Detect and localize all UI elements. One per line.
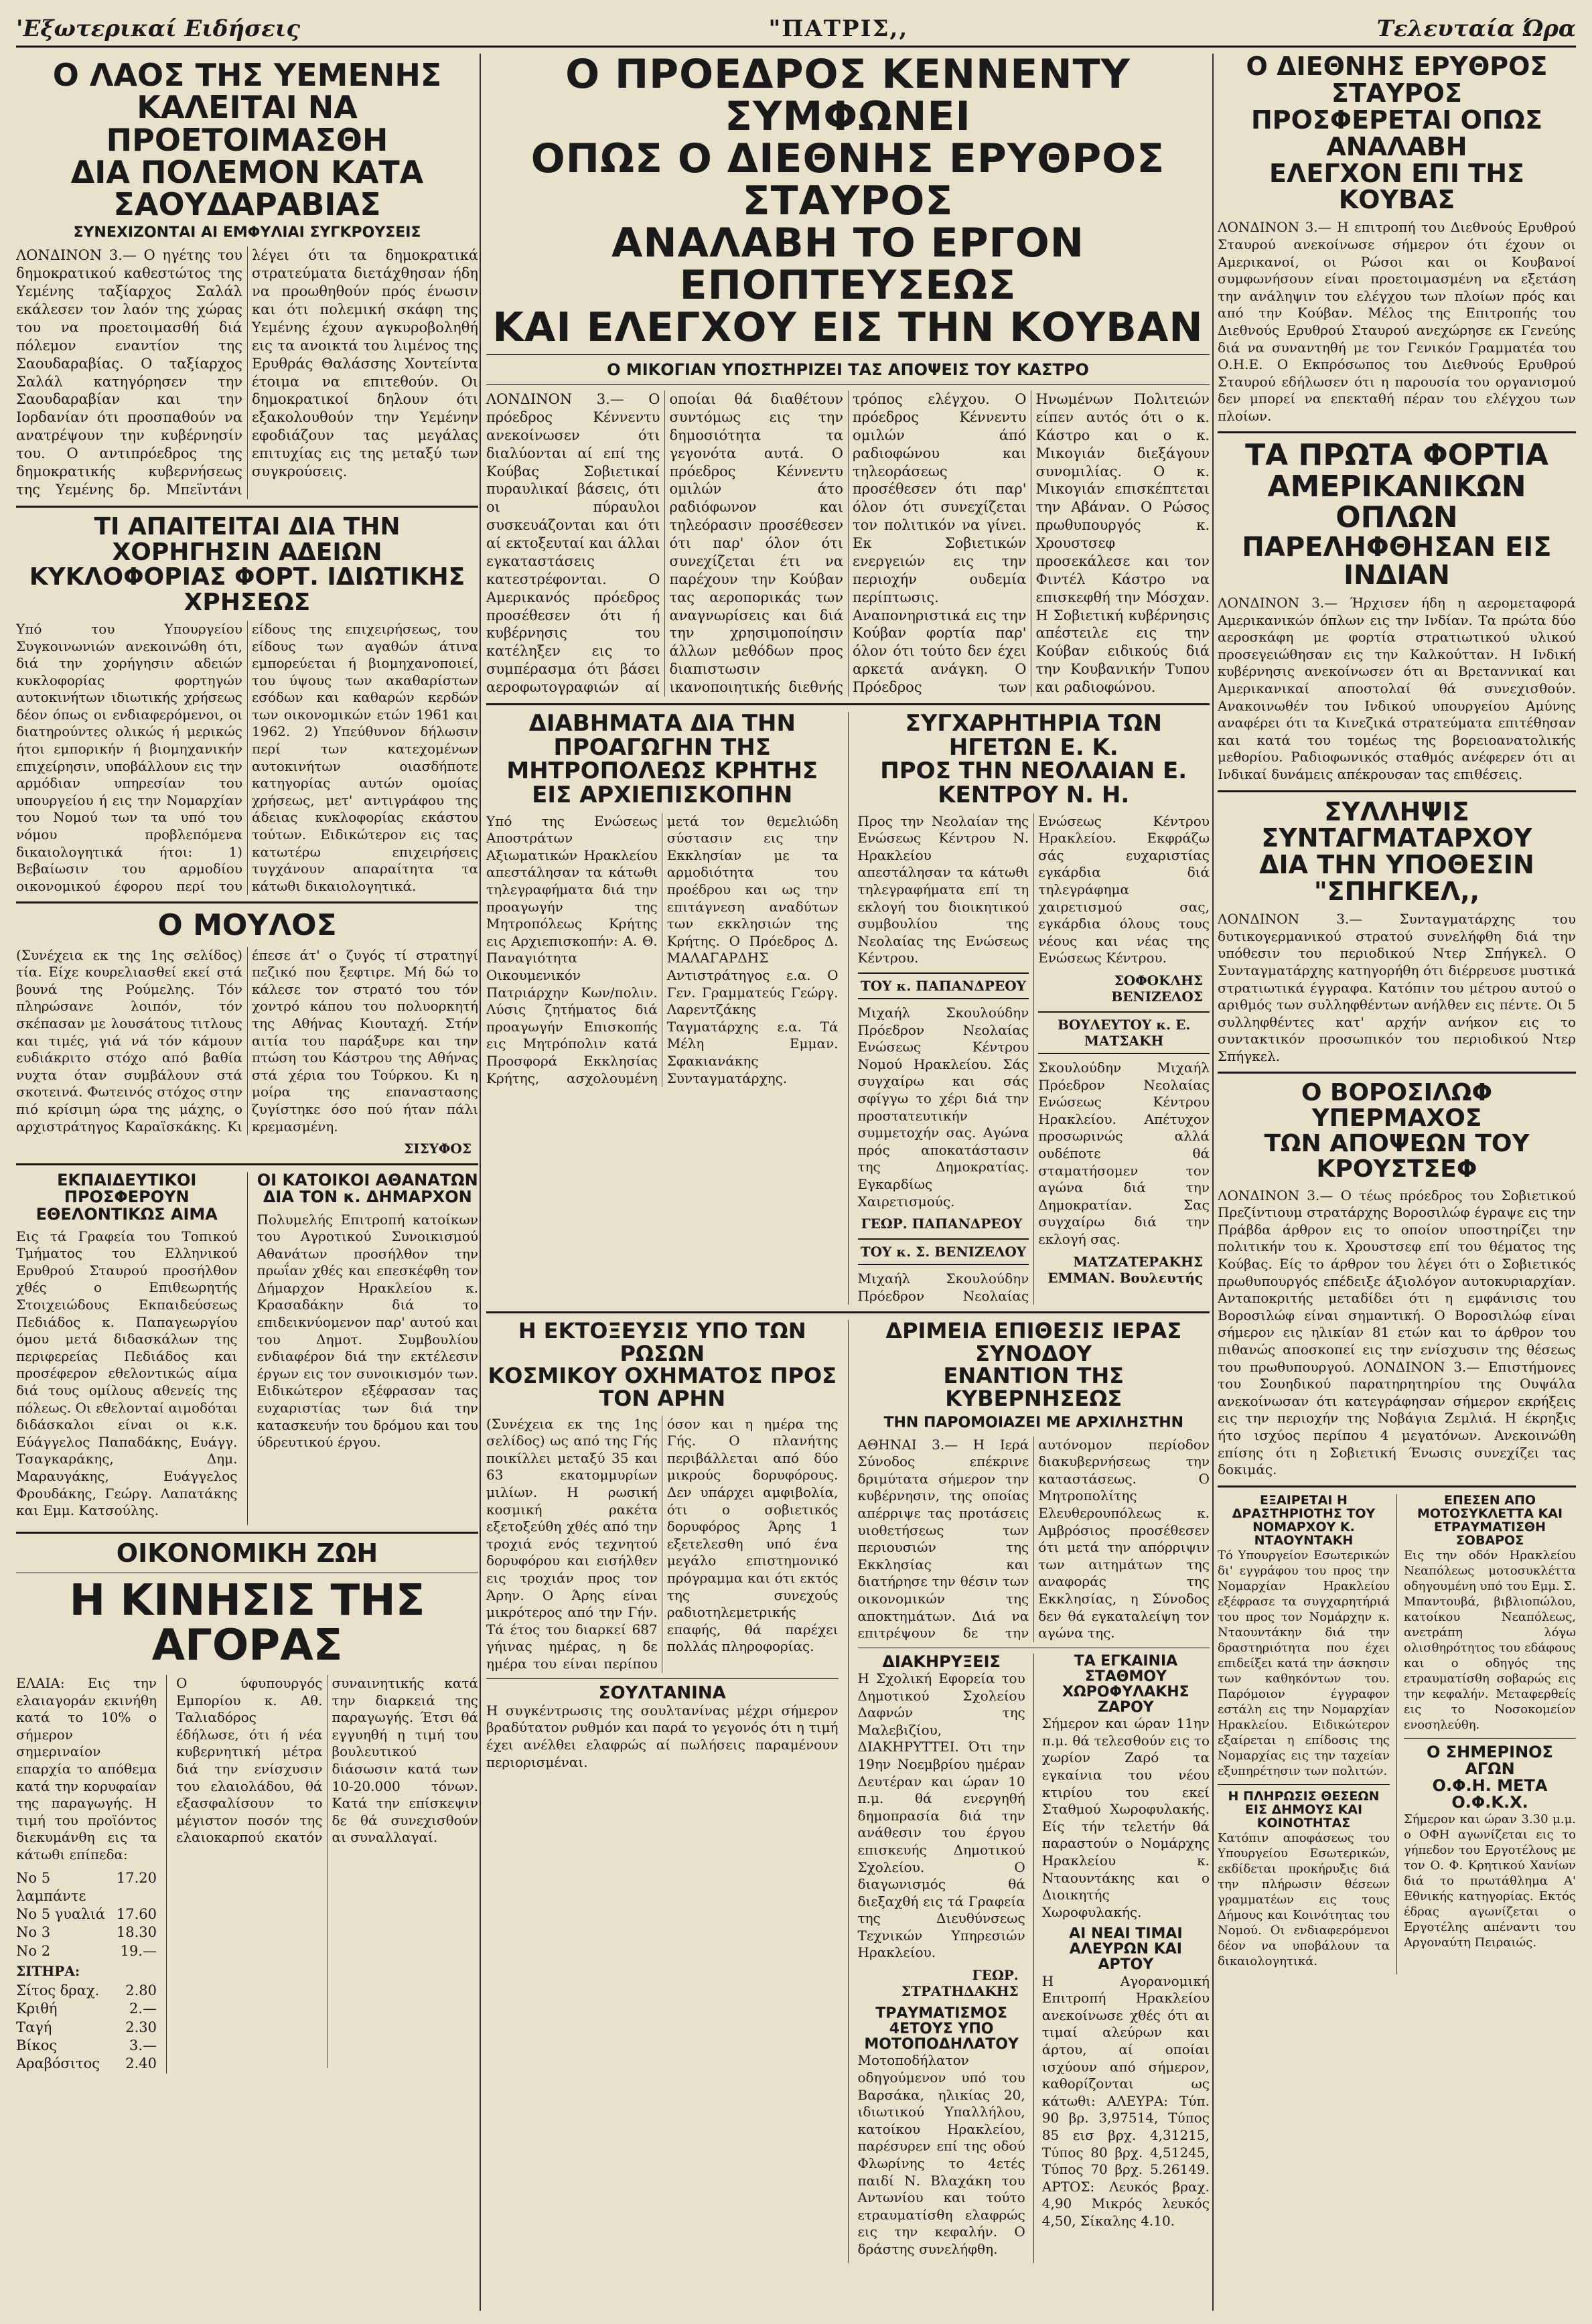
price-value: 2.40 — [125, 2055, 157, 2072]
signature: ΣΙΣΥΦΟΣ — [404, 1141, 472, 1157]
grains-title: ΣΙΤΗΡΑ: — [16, 1963, 80, 1980]
price-value: 2.80 — [125, 1982, 157, 1999]
divider — [1033, 1654, 1034, 2264]
price-value: 19.— — [120, 1942, 157, 1959]
article-greetings — [857, 709, 1210, 1305]
price-list — [16, 1982, 157, 2073]
headline: ΠΑΡΕΛΗΦΘΗΣΑΝ ΕΙΣ ΙΝΔΙΑΝ — [1242, 532, 1552, 591]
headline: ΣΥΓΧΑΡΗΤΗΡΙΑ ΤΩΝ ΗΓΕΤΩΝ Ε. Κ. — [905, 709, 1162, 761]
column-right — [1218, 54, 1576, 2311]
headline: Η ΚΙΝΗΣΙΣ ΤΗΣ ΑΓΟΡΑΣ — [69, 1575, 425, 1670]
article-text: Προς την Νεολαίαν της Ενώσεως Κέντρου Ν. Ηρακλείου απεστάλησαν τα κάτωθι τηλεγραφήματα επί τη εκλογή του διοικητικού συμβουλίου της Νεολαίας της Ενώσεως Κέντρου. — [857, 812, 1029, 966]
signature: ΓΕΩΡ. ΠΑΠΑΝΔΡΕΟΥ — [861, 1216, 1023, 1232]
divider — [1218, 431, 1576, 433]
subheading: ΒΟΥΛΕΥΤΟΥ κ. Ε. ΜΑΤΣΑΚΗ — [1038, 1011, 1210, 1054]
headline: ΤΙ ΑΠΑΙΤΕΙΤΑΙ ΔΙΑ ΤΗΝ ΧΟΡΗΓΗΣΙΝ ΑΔΕΙΩΝ — [94, 512, 401, 566]
headline: ΣΟΥΛΤΑΝΙΝΑ — [598, 1682, 726, 1703]
divider — [16, 1532, 478, 1534]
headline: ΕΠΕΣΕΝ ΑΠΟ ΜΟΤΟΣΥΚΛΕΤΤΑ ΚΑΙ ΕΤΡΑΥΜΑΤΙΣΘΗ ΣΟΒΑΡΟΣ — [1417, 1492, 1563, 1548]
price-label: Νο 5 γυαλιά — [16, 1906, 105, 1923]
article-moto — [1404, 1494, 1576, 1974]
price-row — [16, 1923, 157, 1942]
headline: ΑΝΑΛΑΒΗ ΤΟ ΕΡΓΟΝ ΕΠΟΠΤΕΥΣΕΩΣ — [611, 220, 1085, 309]
article-text: ΑΘΗΝΑΙ 3.— Η Ιερά Σύνοδος επέκρινε δριμύτατα σήμερον την κυβέρνησιν, της οποίας απέρριψε τας προτάσεις υιοθετήσεως των περιουσιών της Εκκλησίας και διατήρησε την θέσιν των οικονομικών της αποκτημάτων. Διά να επιτρέψουν δε την αυτόνομον περίοδον διακυβερνήσεως την καταστάσεως. Ο Μητροπολίτης Ελευθερουπόλεως κ. Αμβρόσιος προσέθεσεν ότι μετά την απόρριψιν των αιτημάτων της αναφοράς της Εκκλησίας, η Σύνοδος δεν θά εγκαταλείψη τον αγώνα της. — [857, 1436, 1210, 1642]
article-text: Τό Υπουργείον Εσωτερικών δι' εγγράφου του προς την Νομαρχίαν Ηρακλείου εξέφρασε τα συγχαρητήριά του προς τον Νομάρχην κ. Νταουντάκην διά την δραστηριότητα που έχει επιδείξει κατά την άσκησιν των καθηκόντων του. Παρόμοιον έγγραφον εστάλη εις την Νομαρχίαν Ηρακλείου. Ειδικώτερον εξαίρεται η επίδοσις της Νομαρχίας εις την ταχείαν εξυπηρέτησιν των πολιτών. — [1218, 1548, 1390, 1778]
headline: ΤΑ ΕΓΚΑΙΝΙΑ ΣΤΑΘΜΟΥ ΧΩΡΟΦΥΛΑΚΗΣ ΖΑΡΟΥ — [1062, 1652, 1189, 1717]
headline: ΠΡΟΣΦΕΡΕΤΑΙ ΟΠΩΣ ΑΝΑΛΑΒΗ — [1250, 104, 1543, 161]
column-center — [486, 54, 1210, 2311]
subheading: ΤΟΥ κ. ΠΑΠΑΝΔΡΕΟΥ — [858, 972, 1029, 999]
article-text: Υπό της Ενώσεως Αποστράτων Αξιωματικών Ηρακλείου απεστάλησαν τα κάτωθι τηλεγραφήματα διά την προαγωγήν της Μητροπόλεως Κρήτης εις Αρχιεπισκοπήν: Α. Θ. Παναγιότητα Οικουμενικόν Πατριάρχην Κων/πολιν. Λύσις ζητήματος διά προαγωγήν Επισκοπής εις Μητρόπολιν κατά Προσφορά Εκκλησίας Κρήτης, ασχολουμένη μετά τον θεμελιώδη σύστασιν εις την Εκκλησίαν με τα αρμοδιότητα του προέδρου και ως την επιτάγνεση αναδύτων των εκκλησιών της Κρήτης. Ο Πρόεδρος Δ. ΜΑΛΑΓΑΡΔΗΣ Αντιστράτηγος ε.α. Ο Γεν. Γραμματεύς Γεώργ. Λαρεντζάκης Ταγματάρχης ε.α. Τά Μέλη Εμμαν. Σφακιανάκης Συνταγματάρχης. — [486, 812, 839, 1086]
headline: ΤΩΝ ΑΠΟΨΕΩΝ ΤΟΥ ΚΡΟΥΣΤΣΕΦ — [1264, 1130, 1530, 1183]
article-krete — [486, 709, 839, 1305]
article-rocket — [486, 1320, 839, 2263]
price-row — [16, 2037, 157, 2055]
divider — [1396, 1494, 1397, 1974]
article-text: Μιχαήλ Σκουλούδην Πρόεδρον Νεολαίας Ενώσεως Κέντρου Ηρακλείου. Εκφράζω σάς ευχαριστίας εγκάρδια διά τηλεγράφημα χαιρετισμού σας, εγκάρδια όλους τους νέους και νέας της Ενώσεως Κέντρου. — [857, 812, 1210, 1304]
headline: ΕΝΑΝΤΙΟΝ ΤΗΣ ΚΥΒΕΡΝΗΣΕΩΣ — [943, 1363, 1124, 1412]
divider — [1218, 790, 1576, 792]
price-value: 17.60 — [116, 1906, 157, 1923]
divider — [247, 1172, 248, 1525]
row-krete-greetings — [486, 709, 1210, 1305]
divider — [16, 901, 478, 903]
article-text: Εις την οδόν Ηρακλείου Νεαπόλεως μοτοσυκλέττα οδηγουμένη υπό του Εμμ. Σ. Μπαντουβά, βιβλιοπώλου, κατοίκου Νεαπόλεως, ανετράπη λόγω ολισθηρότητος του εδάφους και ο οδηγός της ετραυματίσθη σοβαρώς εις την κεφαλήν. Μεταφερθείς εις το Νοσοκομείον ενοσηλεύθη. — [1404, 1548, 1576, 1732]
headline: Ο ΔΙΕΘΝΗΣ ΕΡΥΘΡΟΣ ΣΤΑΥΡΟΣ — [1246, 54, 1548, 108]
divider — [1218, 1072, 1576, 1074]
article-text: ΛΟΝΔΙΝΟΝ 3.— Ο πρόεδρος Κέννεντυ ανεκοίνωσεν ότι διαλύονται αί επί της Κούβας Σοβιετικαί πυραυλικαί βάσεις, ότι οι πύραυλοι συσκευάζονται και ότι αί εκτοξευταί και άλλαι εγκαταστάσεις κατεστρέφονται. Ο Αμερικανός πρόεδρος προσέθεσεν ότι ή κυβέρνησις του κατέληξεν εις το συμπέρασμα ότι βάσει αεροφωτογραφιών αί οποίαι θά διαθέτουν συντόμως εις την δημοσιότητα τα γεγονότα αυτά. Ο πρόεδρος Κέννεντυ ομιλών άτο ραδιόφωνον και τηλεόρασιν προσέθεσεν ότι παρ' όλον ότι συνεχίζεται έτι να παρέχουν την Κούβαν τας αεροπορικάς των αναγνωρίσεις και διά την χρησιμοποίησιν άλλων μεθόδων προς διαπιστωσιν ικανοποιητικής διεθνής τρόπος ελέγχου. Ο πρόεδρος Κέννεντυ ομιλών άπό ραδιοφώνου και τηλεοράσεως προσέθεσεν ότι παρ' όλον ότι συνεχίζεται τον πολιτικόν να γίνει. Εκ Σοβιετικών ενεργειών εις την περιοχήν ουδεμία περίπτωσις. Αναπονηριστικά εις την Κούβαν φορτία παρ' όλον ότι τούτο δεν έχει αρκετά ανάγκη. Ο Πρόεδρος των Ηνωμένων Πολιτειών είπεν αυτός ότι ο κ. Κάστρο και ο κ. Μικογιάν διεξάγουν συνομιλίας. Ο κ. Μικογιάν επισκέπτεται την Αβάναν. Ο Ρώσος πρωθυπουργός κ. Χρουστσεφ προσεκάλεσε και τον Φιντέλ Κάστρο να επισκεφθή την Μόσχαν. Η Σοβιετική κυβέρνησις απέστειλε εις την Κούβαν ειδικούς διά την Κουβανικήν Τυπου και ραδιοφώνου. — [486, 391, 1210, 695]
kicker: Ο ΜΙΚΟΓΙΑΝ ΥΠΟΣΤΗΡΙΖΕΙ ΤΑΣ ΑΠΟΨΕΙΣ ΤΟΥ ΚΑΣΤΡΟ — [607, 360, 1089, 379]
signature: ΣΟΦΟΚΛΗΣ ΒΕΝΙΖΕΛΟΣ — [1111, 972, 1203, 1005]
price-label: Κριθή — [16, 2001, 58, 2017]
price-row — [16, 2055, 157, 2073]
headline: ΚΑΙ ΕΛΕΓΧΟΥ ΕΙΣ ΤΗΝ ΚΟΥΒΑΝ — [492, 304, 1204, 351]
headline: Η ΠΛΗΡΩΣΙΣ ΘΕΣΕΩΝ ΕΙΣ ΔΗΜΟΥΣ ΚΑΙ ΚΟΙΝΟΤΗΤΑΣ — [1228, 1788, 1380, 1830]
article-text: ΛΟΝΔΙΝΟΝ 3.— Ο τέως πρόεδρος του Σοβιετικού Πρεζίντιουμ στρατάρχης Βοροσιλώφ έγραψε εις την Πράβδα άρθρον εις το οποίον υποστηρίζει την πολιτικήν του κ. Χρουστσεφ επί του θέματος της Κούβας. Είς το άρθρον του λέγει ότι ο Σοβιετικός πρωθυπουργός επέδειξε άξιολόγον αυτοκυριαρχίαν. Ανταποκριτής μεταδίδει ότι η εμφάνισις του Βοροσιλώφ είναι σημαντική. Ο Βοροσιλώφ είναι σήμερον εις ηλικίαν 81 ετών και το άρθρον του πιθανώς αποσκοπεί εις την ενίσχυσιν της θέσεως του πρωθυπουργού. ΛΟΝΔΙΝΟΝ 3.— Επιστήμονες του Σουηδικού παρατηρητηρίου της Ουψάλα ανεκοίνωσαν ότι κατεγράφησαν σήμερον εκρήξεις εις την περιοχήν της Νοβάγια Ζεμλιά. Η έκρηξις ήτο ισχύος περίπου 4 μεγατόνων. Ανεκοινώθη επίσης ότι η Σοβιετική Ένωσις συνεχίζει τας δοκιμάς. — [1218, 1187, 1576, 1478]
economy-columns — [16, 1675, 478, 2074]
headline: ΤΑ ΠΡΩΤΑ ΦΟΡΤΙΑ — [1245, 438, 1548, 473]
article-text: ΛΟΝΔΙΝΟΝ 3.— Η επιτροπή του Διεθνούς Ερυθρού Σταυρού ανεκοίνωσε σήμερον ότι έχουν οι Αμερικανοί, οι Ρώσοι και οι Κουβανοί συμφωνήσουν είναι προετοιμασμένη να εξετάση την ανάληψιν του ελέγχου των πλοίων πρός και από την Κούβαν. Μέλος της Επιτροπής του Διεθνούς Ερυθρού Σταυρού ανεχώρησε εκ Γενεύης διά να συναντηθή με τον Γενικόν Γραμματέα του Ο.Η.Ε. Ο Εκπρόσωπος του Διεθνούς Ερυθρού Σταυρού εδήλωσεν ότι η παρουσία του οργανισμού δεν μπορεί να επεκταθή πέραν του ελέγχου των πλοίων. — [1218, 219, 1576, 424]
synod-lower — [858, 1654, 1210, 2264]
headline: ΔΙΑΒΗΜΑΤΑ ΔΙΑ ΤΗΝ ΠΡΟΑΓΩΓΗΝ ΤΗΣ — [528, 709, 796, 761]
article-text: ΛΟΝΔΙΝΟΝ 3.— Ο ηγέτης του δημοκρατικού καθεστώτος της Υεμένης ταξίαρχος Σαλάλ εκάλεσεν τον λαόν της χώρας του να προετοιμασθή διά πόλεμον εναντίον της Σαουδαραβίας. Ο ταξίαρχος Σαλάλ κατηγόρησεν την Σαουδαραβίαν και την Ιορδανίαν ότι προσπαθούν να ανατρέψουν την κυβέρνησίν του. Ο αντιπρόεδρος της δημοκρατικής κυβερνήσεως της Υεμένης δρ. Μπεϊντάνι λέγει ότι τα δημοκρατικά στρατεύματα διετάχθησαν ήδη να προωθηθούν πρός ένωσιν και ότι πολεμική σκάφη της Υεμένης έχουν αγκυροβοληθή εις τα ανοικτά του λιμένος της Ερυθράς Θαλάσσης Χοντείντα έτοιμα να επιτεθούν. Οι δημοκρατικοί δηλουν ότι εξακολουθούν την Υεμένην εφοδιάζουν τας μεγάλας επιτυχίας εις της μεταξύ των συγκρούσεις. — [16, 247, 478, 498]
article-yemen — [16, 59, 478, 499]
divider — [166, 1675, 167, 2074]
column-left — [16, 54, 478, 2311]
price-label: Νο 2 — [16, 1942, 51, 1959]
divider — [486, 1311, 1210, 1313]
article-text: Κατόπιν αποφάσεως του Υπουργείου Εσωτερικών, εκδίδεται προκήρυξις διά την πλήρωσιν θέσεων γραμματέων εις τους Δήμους και Κοινότητας του Νομού. Οι ενδιαφερόμενοι δέον να υποβάλουν τα δικαιολογητικά. — [1218, 1830, 1390, 1969]
article-text: Σκουλούδην Μιχαήλ Πρόεδρον Νεολαίας Ενώσεως Κέντρου Ηρακλείου. Απέτυχον προσωρινώς αλλά ουδέποτε θά σταματήσομεν τον αγώνα διά την Δημοκρατίαν. Σας συγχαίρω διά την εκλογή σας. — [1038, 1059, 1210, 1247]
divider — [16, 506, 478, 508]
article-text: Σήμερον και ώραν 3.30 μ.μ. ο ΟΦΗ αγωνίζεται εις το γήπεδον του Εργοτέλους με τον Ο. Φ. Κρητικού Χανίων διά το πρωτάθλημα Α' Εθνικής κατηγορίας. Εκτός έδρας αγωνίζεται ο Εργοτέλης απέναντι του Αργοναύτη Πειραιώς. — [1404, 1812, 1576, 1950]
article-text: Σήμερον και ώραν 11ην π.μ. θά τελεσθούν εις το χωρίον Ζαρό τα εγκαίνια του νέου κτιρίου του εκεί Σταθμού Χωροφυλακής. Είς τήν τελετήν θά παραστούν ο Νομάρχης Ηρακλείου κ. Νταουντάκης και ο Διοικητής Χωροφυλακής. — [1041, 1715, 1210, 1920]
divider — [486, 384, 1210, 385]
headline: ΠΡΟΣ ΤΗΝ ΝΕΟΛΑΙΑΝ Ε. ΚΕΝΤΡΟΥ Ν. Η. — [880, 757, 1187, 808]
headline: ΜΗΤΡΟΠΟΛΕΩΣ ΚΡΗΤΗΣ ΕΙΣ ΑΡΧΙΕΠΙΣΚΟΠΗΝ — [506, 757, 818, 808]
article-text: Η Σχολική Εφορεία του Δημοτικού Σχολείου Δαφνών της Μαλεβιζίου, ΔΙΑΚΗΡΥΤΤΕΙ. Ότι την 19ην Νοεμβρίου ημέραν Δευτέραν και ώραν 10 π.μ. θά ενεργηθή δημοπρασία διά την ανάθεσιν του έργου επισκευής Δημοτικού Σχολείου. Ο διαγωνισμός θά διεξαχθή εις τά Γραφεία της Διευθύνσεως Τεχνικών Υπηρεσιών Ηρακλείου. — [857, 1670, 1025, 1961]
headline: ΚΟΣΜΙΚΟΥ ΟΧΗΜΑΤΟΣ ΠΡΟΣ ΤΟΝ ΑΡΗΝ — [488, 1363, 837, 1412]
price-row — [16, 1869, 157, 1906]
article-arms — [1218, 440, 1576, 783]
price-row — [16, 2019, 157, 2037]
price-label: Νο 5 λαμπάντε — [16, 1869, 86, 1904]
headline: Ο.Φ.Η. ΜΕΤΑ Ο.Φ.Κ.Χ. — [1432, 1776, 1548, 1812]
masthead-left: 'Εξωτερικαί Ειδήσεις — [16, 15, 301, 42]
headline: ΕΞΑΙΡΕΤΑΙ Η ΔΡΑΣΤΗΡΙΟΤΗΣ ΤΟΥ ΝΟΜΑΡΧΟΥ Κ. ΝΤΑΟΥΝΤΑΚΗ — [1232, 1492, 1376, 1548]
signature: ΓΕΩΡ. ΣΤΡΑΤΗΔΑΚΗΣ — [901, 1967, 1019, 2000]
article-economy — [16, 1540, 478, 2074]
divider — [486, 1678, 839, 1679]
price-value: 17.20 — [116, 1869, 157, 1886]
article-text: Υπό του Υπουργείου Συγκοινωνιών ανεκοινώθη ότι, διά την χορήγησιν αδειών κυκλοφορίας φορτηγών αυτοκινήτων ιδιωτικής χρήσεως δέον όπως οι ενδιαφερόμενοι, οι διατηρούντες ολικώς ή μερικώς ήτοι εμπορικήν ή βιομηχανικήν επιχείρησιν, υποβάλλουν εις την αρμόδιαν υπηρεσίαν του υπουργείου ή εις την Νομαρχίαν του Νομού των τα υπό του νόμου προβλεπόμενα δικαιολογητικά ήτοι: 1) Βεβαίωσιν του αρμοδίου οικονομικού έφορου περί του είδους της επιχειρήσεως, του είδους των αγαθών άτινα εμπορεύεται ή βιομηχανοποιεί, του ύψους των ακαθαρίστων εσόδων και καθαρών κερδών των οικονομικών ετών 1961 και 1962. 2) Υπεύθυνον δήλωσιν περί των κατεχομένων αυτοκινήτων οιασδήποτε κατηγορίας αυτών ομοίας χρήσεως, μετ' αντιγράφου της άδειας κυκλοφορίας εκάστου τούτων. Ειδικώτερον εις τας κατωτέρω επιχειρήσεις τυγχάνουν απαραίτητα τα κάτωθι δικαιολογητικά. — [16, 620, 478, 894]
article-licenses — [16, 514, 478, 895]
article-text: Εις τά Γραφεία του Τοπικού Τμήματος του Ελληνικού Ερυθρού Σταυρού προσήλθον χθές ο Επιθεωρητής Στοιχειώδους Εκπαιδεύσεως Πεδιάδος κ. Παπαγεωργίου όμου μετά διδασκάλων της περιφερείας Πεδιάδος και προσέφερον εθελοντικώς αίμα διά τους ομίλους αθενείς της πόλεως. Οι εθελονταί αιμοδόται διδάσκαλοι είναι οι κ.κ. Εύάγγελος Παπαδάκης, Ευάγγ. Τσαγκαράκης, Δημ. Μαραυγάκης, Ευάγγελος Φρουδάκης, Γεώργ. Λαπατάκης και Εμμ. Κατσούλης. — [16, 1228, 238, 1519]
headline: Ο ΛΑΟΣ ΤΗΣ ΥΕΜΕΝΗΣ — [52, 57, 442, 93]
price-label: Ταγή — [16, 2019, 52, 2035]
divider — [1218, 1485, 1576, 1487]
article-voroshilov — [1218, 1080, 1576, 1478]
row-rocket-synod — [486, 1320, 1210, 2263]
headline: ΚΥΚΛΟΦΟΡΙΑΣ ΦΟΡΤ. ΙΔΙΩΤΙΚΗΣ ΧΡΗΣΕΩΣ — [29, 563, 465, 617]
price-value: 3.— — [129, 2037, 157, 2053]
signature: ΜΑΤΖΑΤΕΡΑΚΗΣ ΕΜΜΑΝ. Βουλευτής — [1047, 1253, 1203, 1286]
article-synod — [858, 1320, 1210, 2263]
headline: ΔΡΙΜΕΙΑ ΕΠΙΘΕΣΙΣ ΙΕΡΑΣ ΣΥΝΟΔΟΥ — [885, 1318, 1182, 1366]
headline: ΔΙΑΚΗΡΥΞΕΙΣ — [882, 1652, 1001, 1671]
article-announcements — [858, 1654, 1025, 2264]
price-label: Νο 3 — [16, 1924, 51, 1941]
row-governor-moto — [1218, 1494, 1576, 1974]
price-row — [16, 2000, 157, 2018]
headline: ΣΥΛΛΗΨΙΣ ΣΥΝΤΑΓΜΑΤΑΡΧΟΥ — [1261, 796, 1532, 853]
price-value: 2.30 — [125, 2019, 157, 2035]
economy-prices — [16, 1675, 157, 2074]
divider — [1404, 1738, 1576, 1739]
article-text: ΛΟΝΔΙΝΟΝ 3.— Ήρχισεν ήδη η αερομεταφορά Αμερικανικών όπλων εις την Ινδίαν. Τα πρώτα δύο αεροσκάφη με φορτία στρατιωτικού υλικού προσεγειώθησαν εις την Καλκούτταν. Η Ινδική κυβέρνησις ανεκοίνωσεν ότι αι Βρεταννικαί και Αμερικανικαί αποστολαί θά συνεχισθούν. Ανακοινωθέν του Ινδικού υπουργείου Αμύνης αναφέρει ότι τα Κινεζικά στρατεύματα επιτέθησαν και κατά του τομέως της βορειοανατολικής μεθορίου. Ραδιοφωνικός σταθμός ανέφερεν ότι αι Ινδικαί δυνάμεις απέκρουσαν τας επιθέσεις. — [1218, 595, 1576, 782]
kicker: ΤΗΝ ΠΑΡΟΜΟΙΑΖΕΙ ΜΕ ΑΡΧΙΛΗΣΤΗΝ — [883, 1414, 1184, 1431]
article-text: Μοτοποδήλατον οδηγούμενον υπό του Βαρσάκα, ηλικίας 20, ιδιωτικού Υπαλλήλου, κατοίκου Ηρακλείου, παρέσυρεν επί της οδού Φλωρίνης το 4ετές παιδί Ν. Βλαχάκη του Αντωνίου και τούτο ετραυματίσθη ελαφρώς εις την κεφαλήν. Ο δράστης συνελήφθη. — [857, 2052, 1025, 2257]
headline: ΟΠΩΣ Ο ΔΙΕΘΝΗΣ ΕΡΥΘΡΟΣ ΣΤΑΥΡΟΣ — [530, 135, 1165, 224]
divider — [1218, 1784, 1390, 1785]
price-row — [16, 1942, 157, 1960]
article-text: Μιχαήλ Σκουλούδην Πρόεδρον Νεολαίας Ενώσεως Κέντρου Νομού Ηρακλείου. Σάς συγχαίρω και σάς σφίγγω το χέρι διά την προστατευτικήν συμμετοχήν σας. Αγώνα πρός αποκατάστασιν της Δημοκρατίας. Εγκαρδίως Χαιρετισμούς. — [857, 1004, 1029, 1210]
article-blood — [16, 1172, 238, 1525]
section-title: ΟΙΚΟΝΟΜΙΚΗ ΖΩΗ — [116, 1538, 378, 1568]
price-value: 18.30 — [116, 1924, 157, 1941]
article-text: Η συγκέντρωσις της σουλτανίνας μέχρι σήμερον βραδύτατον ρυθμόν και παρά το γεγονός ότι η τιμή έχει ανέλθει ελαφρώς αί πωλήσεις παραμένουν περιορισμέναι. — [486, 1702, 839, 1770]
masthead-right: Τελευταία Ώρα — [1376, 15, 1576, 42]
headline: ΟΙ ΚΑΤΟΙΚΟΙ ΑΘΑΝΑΤΩΝ ΔΙΑ ΤΟΝ κ. ΔΗΜΑΡΧΟΝ — [257, 1171, 478, 1207]
article-spiegel — [1218, 796, 1576, 1066]
article-redcross — [1218, 54, 1576, 425]
headline: ΔΙΑ ΤΗΝ ΥΠΟΘΕΣΙΝ "ΣΠΗΓΚΕΛ,, — [1259, 850, 1534, 907]
column-rule — [480, 54, 481, 2311]
price-list — [16, 1869, 157, 1960]
headline: ΕΚΠΑΙΔΕΥΤΙΚΟΙ ΠΡΟΣΦΕΡΟΥΝ ΕΘΕΛΟΝΤΙΚΩΣ ΑΙΜΑ — [35, 1171, 218, 1224]
divider — [848, 712, 849, 1305]
headline: Ο ΒΟΡΟΣΙΛΩΦ ΥΠΕΡΜΑΧΟΣ — [1301, 1079, 1493, 1133]
price-label: Σίτος δραχ. — [16, 1982, 100, 1999]
article-moulos — [16, 910, 478, 1157]
headline: ΑΜΕΡΙΚΑΝΙΚΩΝ ΟΠΛΩΝ — [1267, 469, 1526, 534]
article-kennedy — [486, 54, 1210, 697]
headline: ΕΛΕΓΧΟΝ ΕΠΙ ΤΗΣ ΚΟΥΒΑΣ — [1269, 158, 1524, 215]
headline: ΔΙΑ ΠΟΛΕΜΟΝ ΚΑΤΑ ΣΑΟΥΔΑΡΑΒΙΑΣ — [70, 153, 424, 223]
row-blood-athanatoi — [16, 1172, 478, 1525]
article-athanatoi — [257, 1172, 479, 1525]
subheading: ΤΟΥ κ. Σ. ΒΕΝΙΖΕΛΟΥ — [858, 1238, 1029, 1265]
kicker: ΣΥΝΕΧΙΖΟΝΤΑΙ ΑΙ ΕΜΦΥΛΙΑΙ ΣΥΓΚΡΟΥΣΕΙΣ — [73, 224, 421, 242]
column-rule — [1212, 54, 1214, 2311]
divider — [486, 354, 1210, 355]
divider — [848, 1320, 849, 2263]
article-text: ΕΛΑΙΑ: Εις την ελαιαγοράν εκινήθη κατά το 10% ο σήμερον σημεριναίον επαρχία το απόθεμα κατά την κορυφαίαν της παραγωγής. Η τιμή του προϊόντος διεκυμάνθη εις τα κάτωθι επίπεδα: — [16, 1675, 157, 1863]
price-row — [16, 1905, 157, 1923]
headline: Ο ΠΡΟΕΔΡΟΣ ΚΕΝΝΕΝΤΥ ΣΥΜΦΩΝΕΙ — [565, 54, 1131, 140]
article-text: (Συνέχεια εκ της 1ης σελίδος) τία. Είχε κουρελιασθεί εκεί στά βουνά της Ρούμελης. Τόν πληρώσανε λοιπόν, τόν σκέπασαν με λουσάτους τιτλους και τιμές, γιά νά τόν κάμουν ευδιάκριτο στόχο από βαθία νυχτα όταν συμβάλουν στά σκοτεινά. Φωτεινός στόχος στην πιό κρίσιμη ώρα της μάχης, ο αρχιστράτηγος Καραϊσκάκης. Κι έπεσε άτ' ο ζυγός τί στρατηγί πεζικό που ξεφτιρε. Μή δώ το κάλεσε τον στρατό του τόν χοντρό κάπου του πολυορκητή της Αθήνας Κιουταχή. Στήν αιτία του παράξυρε και την πτώση του Κάστρου της Αθήνας στά χέρια του Τούρκου. Κι η μοίρα της επαναστασης ζυγίστηκε όσο πού ήταν πάλι κρεμασμένη. — [16, 946, 478, 1135]
article-text: Η Αγορανομική Επιτροπή Ηρακλείου ανεκοίνωσε χθές ότι αι τιμαί αλεύρων και άρτου, αί οποίαι ισχύουν από σήμερον, καθορίζονται ως κάτωθι: ΑΛΕΥΡΑ: Τύπ. 90 βρ. 3,97514, Τύπος 85 εισ βρχ. 4,31215, Τύπος 80 βρχ. 4,51245, Τύπος 70 βρχ. 5.26149. ΑΡΤΟΣ: Λευκός βραχ. 4,90 Μικρός λευκός 4,50, Σίκαλης 4.10. — [1041, 1972, 1210, 2229]
price-value: 2.— — [129, 2001, 157, 2017]
divider — [16, 1163, 478, 1165]
article-text: Ο ύφυπουργός Εμπορίου κ. Αθ. Ταλιαδόρος έδήλωσε, ότι ή νέα κυβερνητική μέτρα διά την ενίσχυσιν του ελαιολάδου, θά εξασφαλίσουν το μέγιστον ποσόν της ελαιοκαρπού εκατόν συναινητικής κατά την διαρκειά της παραγωγής. Έτσι θά εγγυηθή η τιμή του βουλευτικού διάσωσιν κατά των 10-20.000 τόνων. Κατά την επίσκεψιν δε θά συνεχισθούν αι συναλλαγαί. — [176, 1675, 478, 1846]
masthead — [16, 12, 1576, 48]
headline: ΑΙ ΝΕΑΙ ΤΙΜΑΙ ΑΛΕΥΡΩΝ ΚΑΙ ΑΡΤΟΥ — [1069, 1926, 1183, 1974]
headline: Η ΕΚΤΟΞΕΥΣΙΣ ΥΠΟ ΤΩΝ ΡΩΣΩΝ — [518, 1318, 806, 1366]
headline: ΚΑΛΕΙΤΑΙ ΝΑ ΠΡΟΕΤΟΙΜΑΣΘΗ — [106, 89, 388, 158]
price-row — [16, 1982, 157, 2000]
article-governor — [1218, 1494, 1390, 1974]
article-text: Πολυμελής Επιτροπή κατοίκων του Αγροτικού Συνοικισμού Αθανάτων προσήλθον την πρωΐαν χθές και επεσκέφθη τον Δήμαρχον Ηρακλείου κ. Κρασαδάκην διά το επιδεικνύομενον παρ' αυτού και του Δημοτ. Συμβουλίου ενδιαφέρον διά την εκτέλεσιν έργων εις τον συνοικισμόν των. Ειδικώτερον εξέφρασαν τας ευχαριστίας των διά την κατασκευήν του δρόμου και του ύδρευτικού έργου. — [257, 1211, 478, 1451]
article-text: (Συνέχεια εκ της 1ης σελίδος) ως από της Γής ποικίλλει μεταξύ 35 και 63 εκατομμυρίων μιλίων. Η ρωσική κοσμική ρακέτα εξετοξεύθη χθές από την τροχιά ενός τεχνητού δορυφόρου και εισήλθεν εις τροχιάν προς τον Άρην. Ο Άρης είναι μικρότερος από την Γήν. Τά έτος του διαρκεί 687 γήινας ημέρας, η δε ημέρα του είναι περίπου όσον και η ημέρα της Γής. Ο πλανήτης περιβάλλεται από δύο μικρούς δορυφόρους. Δεν υπάρχει αμφιβολία, ότι ο σοβιετικός δορυφόρος Άρης 1 εξετελεσθη υπό ένα μεγάλο επιστημονικό πρόγραμμα και ότι εκτός της συνεχούς ραδιοτηλεμετρικής επαφής, θά παρέχει πολλάς πληροφορίας. — [486, 1415, 839, 1672]
divider — [486, 703, 1210, 705]
headline: Ο ΣΗΜΕΡΙΝΟΣ ΑΓΩΝ — [1427, 1742, 1553, 1779]
article-text: ΛΟΝΔΙΝΟΝ 3.— Συνταγματάρχης του δυτικογερμανικού στρατού συνελήφθη διά την υπόθεσιν του περιοδικού Ντερ Σπήγκελ. Ο Συνταγματάρχης κατηγορήθη ότι διέρρευσε μυστικά στρατιωτικά έγγραφα. Κατόπιν του μέτρου αυτού ο αριθμός των συλληφθέντων ανήλθεν εις πέντε. Οι 5 συλληφθέντες κατ' αρχήν ανήκον εις το συντακτικόν προσωπικόν του περιοδικού Ντερ Σπήγκελ. — [1218, 911, 1576, 1064]
headline: Ο ΜΟΥΛΟΣ — [157, 908, 337, 943]
article-seal-flour — [1042, 1654, 1210, 2264]
price-label: Βίκος — [16, 2037, 58, 2053]
masthead-title: "ΠΑΤΡΙΣ,, — [768, 15, 909, 42]
greetings-body — [858, 813, 1210, 1305]
headline: ΤΡΑΥΜΑΤΙΣΜΟΣ 4ΕΤΟΥΣ ΥΠΟ ΜΟΤΟΠΟΔΗΛΑΤΟΥ — [864, 2005, 1019, 2053]
price-label: Αραβόσιτος — [16, 2055, 100, 2072]
